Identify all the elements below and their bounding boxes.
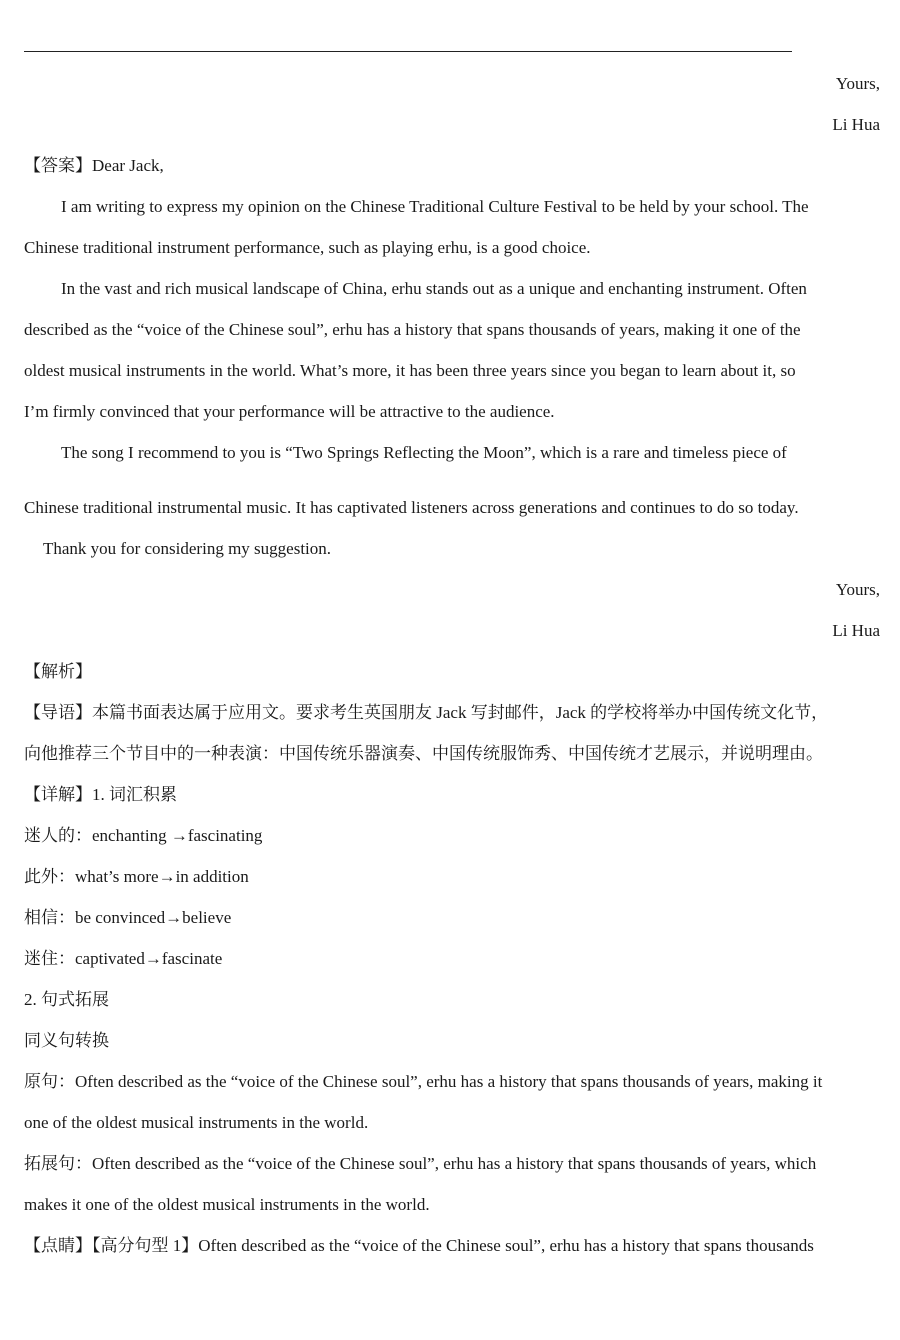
vocab-item: 相信：be convinced→believe <box>24 908 232 927</box>
expanded-line2: makes it one of the oldest musical instruments in the world. <box>24 1195 430 1214</box>
original-line2: one of the oldest musical instruments in the world. <box>24 1113 369 1132</box>
analysis-label: 【解析】 <box>24 662 92 681</box>
writing-line <box>24 51 792 52</box>
vocab-item: 此外：what’s more→in addition <box>24 867 249 886</box>
answer-p2-line4: I’m firmly convinced that your performance will be attractive to the audience. <box>24 402 555 421</box>
answer-p2-line1: In the vast and rich musical landscape of China, erhu stands out as a unique and enchanting instrument. Often <box>61 279 807 298</box>
answer-p1-line2: Chinese traditional instrument performance, such as playing erhu, is a good choice. <box>24 238 591 257</box>
guide-line2: 向他推荐三个节目中的一种表演：中国传统乐器演奏、中国传统服饰秀、中国传统才艺展示，并说明理由。 <box>24 744 823 763</box>
expanded-line1: 拓展句：Often described as the “voice of the Chinese soul”, erhu has a history that spans thousands of years, which <box>24 1154 817 1173</box>
answer-label: 【答案】 <box>24 156 92 175</box>
closing-name: Li Hua <box>832 115 880 134</box>
synonym-heading: 同义句转换 <box>24 1031 109 1050</box>
answer-p2-line3: oldest musical instruments in the world. What’s more, it has been three years since you began to learn about it, so <box>24 361 796 380</box>
closing-yours: Yours, <box>835 74 880 93</box>
answer-name: Li Hua <box>832 621 880 640</box>
vocab-item: 迷人的：enchanting →fascinating <box>24 826 263 845</box>
answer-yours: Yours, <box>835 580 880 599</box>
answer-p3-line2: Chinese traditional instrumental music. It has captivated listeners across generations and continues to do so today. <box>24 498 799 517</box>
original-line1: 原句：Often described as the “voice of the Chinese soul”, erhu has a history that spans thousands of years, making it <box>24 1072 823 1091</box>
highlight-line: 【点睛】【高分句型 1】Often described as the “voice of the Chinese soul”, erhu has a history that spans thousands <box>24 1236 814 1255</box>
section2-heading: 2. 句式拓展 <box>24 990 109 1009</box>
answer-p4: Thank you for considering my suggestion. <box>43 539 332 558</box>
answer-p3-line1: The song I recommend to you is “Two Springs Reflecting the Moon”, which is a rare and timeless piece of <box>61 443 787 462</box>
guide-line1: 【导语】本篇书面表达属于应用文。要求考生英国朋友 Jack 写封邮件，Jack 的学校将举办中国传统文化节， <box>24 703 829 722</box>
answer-p1-line1: I am writing to express my opinion on the Chinese Traditional Culture Festival to be held by your school. The <box>61 197 809 216</box>
letter-greeting: Dear Jack, <box>92 156 164 175</box>
vocab-item: 迷住：captivated→fascinate <box>24 949 223 968</box>
answer-p2-line2: described as the “voice of the Chinese soul”, erhu has a history that spans thousands of years, making it one of the <box>24 320 801 339</box>
detail-heading: 【详解】1. 词汇积累 <box>24 785 177 804</box>
answer-heading <box>24 155 164 177</box>
